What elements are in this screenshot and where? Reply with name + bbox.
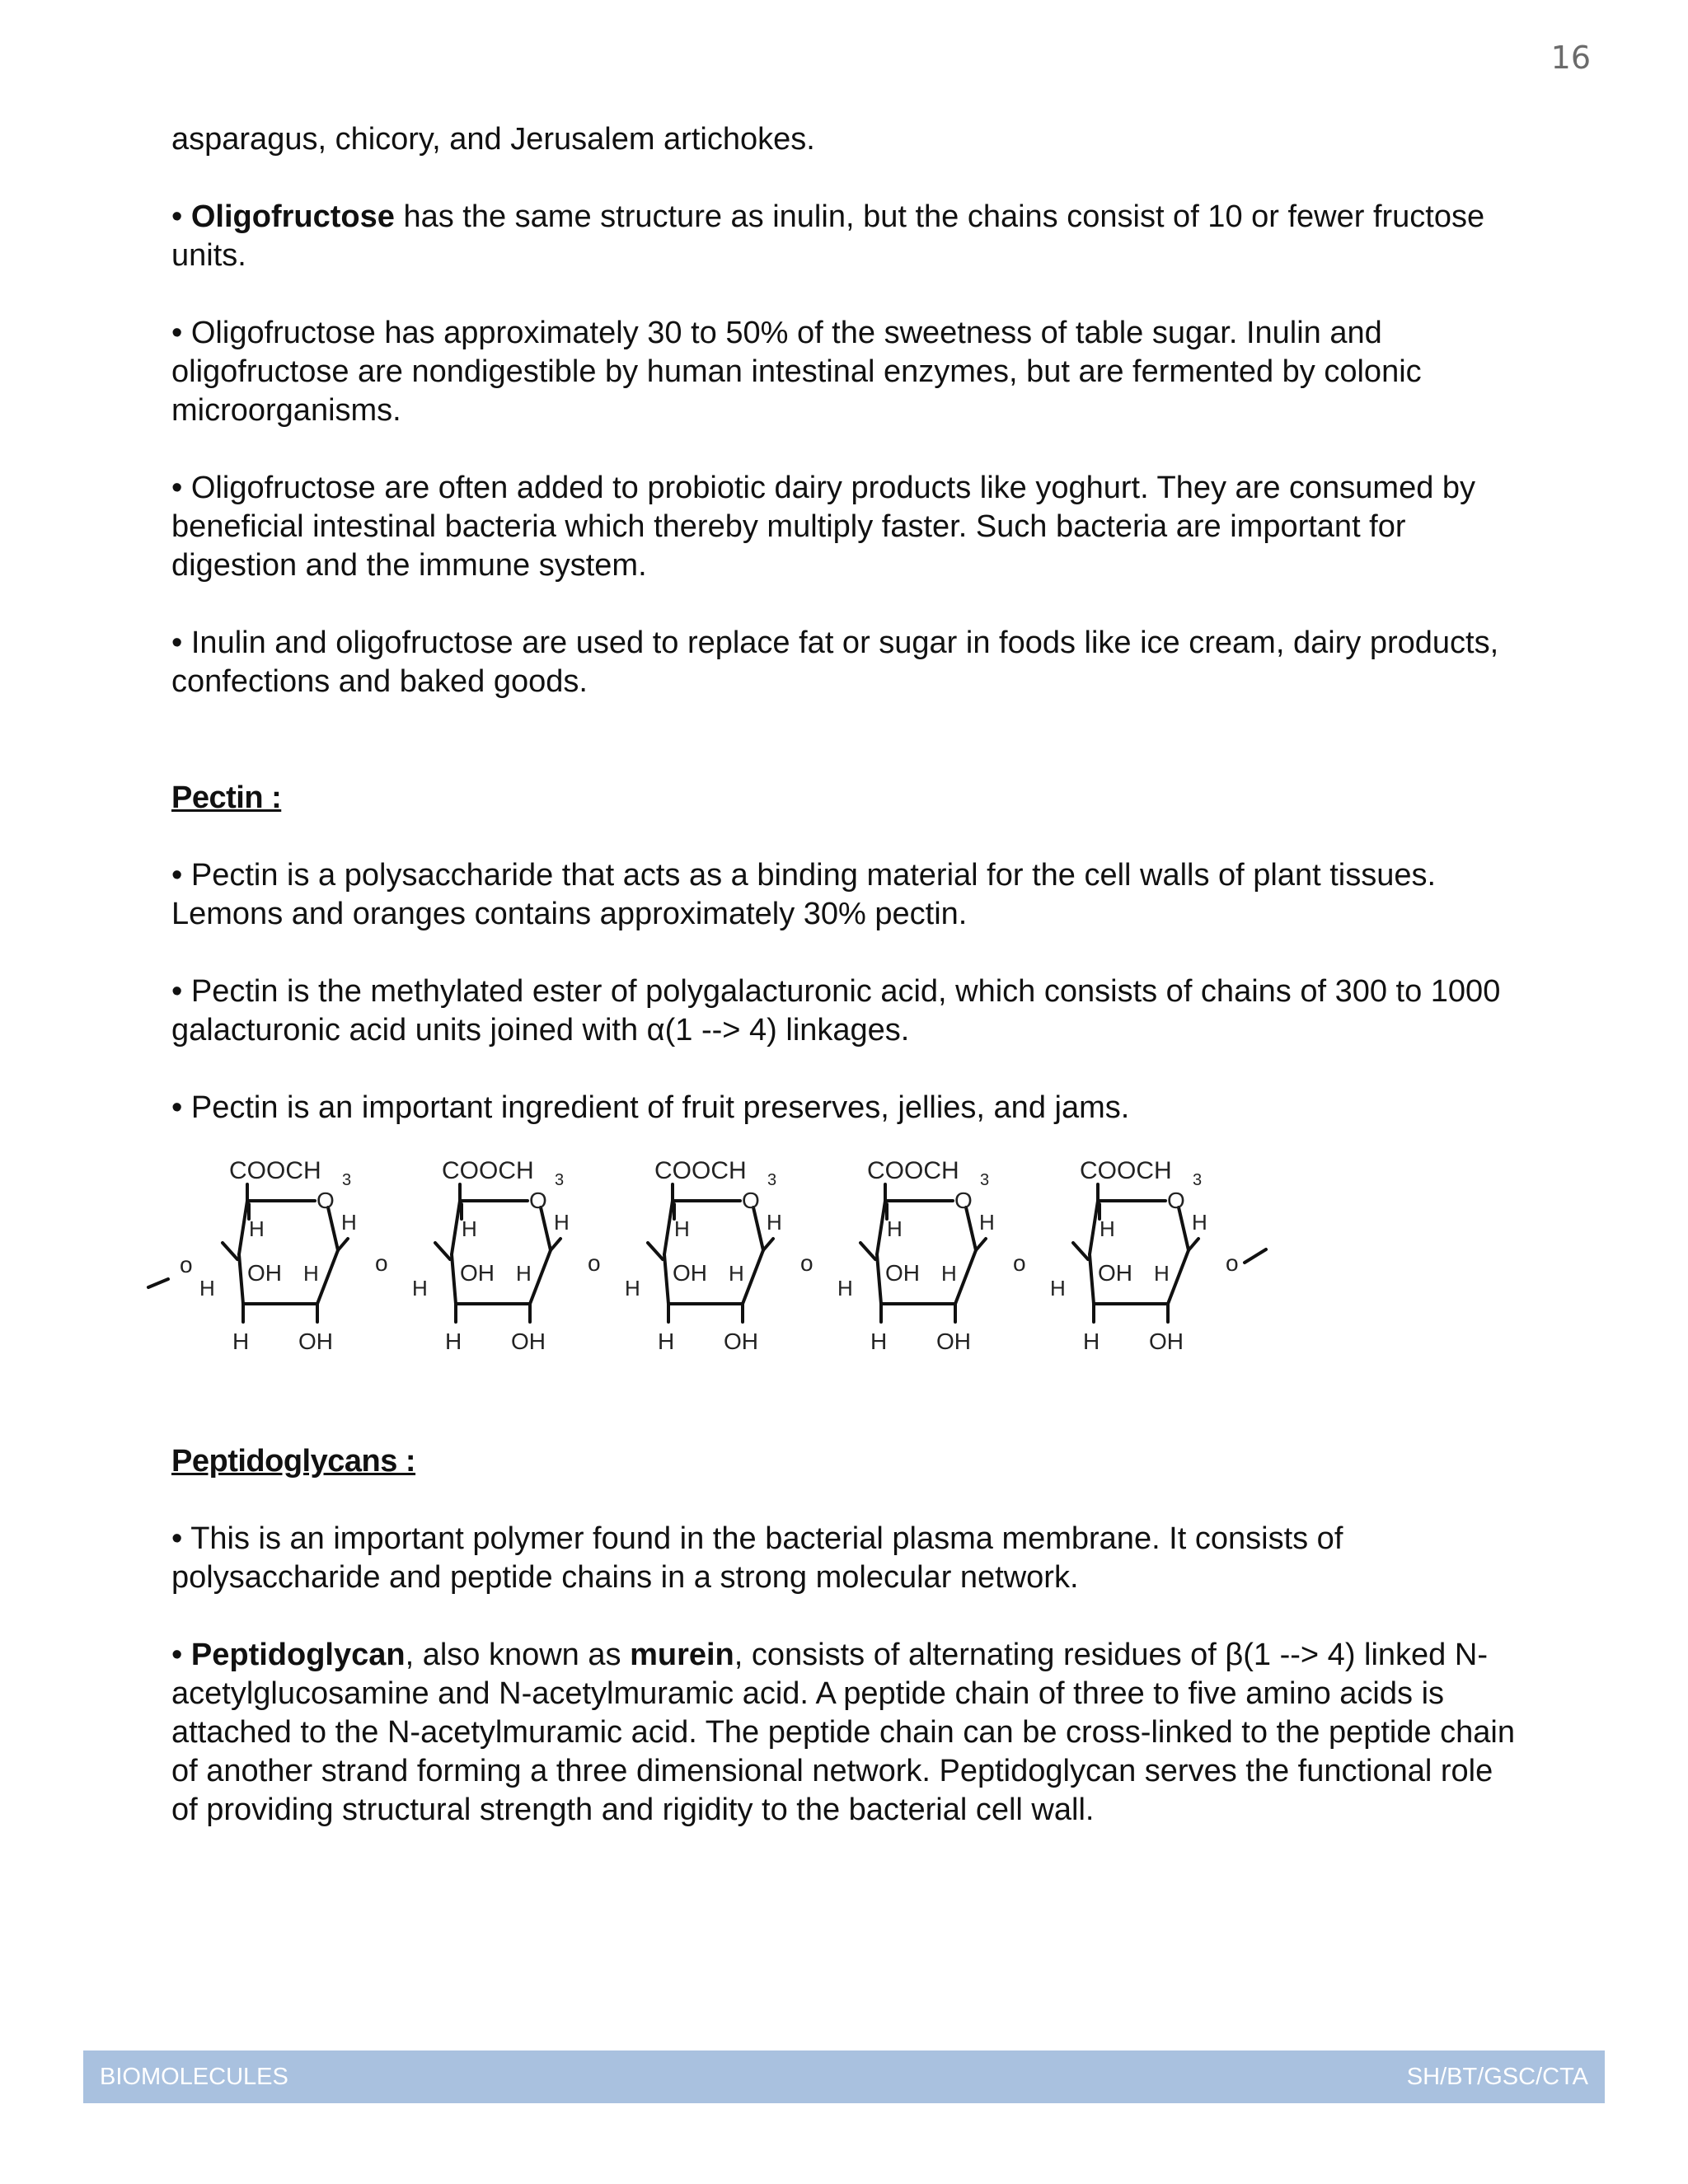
ring-bond [452, 1201, 460, 1254]
bullet: • [171, 1521, 183, 1556]
paragraph-text: Oligofructose has approximately 30 to 50% of the sweetness of table sugar. Inulin and oligofructose are nondigestible by human intestinal enzymes, but are fermented by colonic microorganisms. [171, 316, 1422, 428]
linking-oxygen-label: o [375, 1250, 388, 1276]
bullet-paragraph [171, 1089, 1523, 1127]
glycosidic-bond [976, 1239, 986, 1250]
hydrogen-label: H [658, 1329, 675, 1354]
ring-bond [1179, 1207, 1189, 1250]
ring-bond [239, 1254, 243, 1304]
footer-title: BIOMOLECULES [100, 2064, 288, 2090]
bullet-paragraph [171, 1520, 1523, 1597]
ring-oxygen-label: O [954, 1188, 973, 1213]
glycosidic-bond [1189, 1239, 1198, 1250]
hydrogen-label: H [232, 1329, 250, 1354]
ring-oxygen-label: O [1167, 1188, 1185, 1213]
paragraph: asparagus, chicory, and Jerusalem artichokes. [171, 122, 815, 157]
hydroxyl-label: OH [724, 1329, 758, 1354]
linking-oxygen-label: o [1226, 1250, 1239, 1276]
ring-bond [664, 1254, 668, 1304]
hydroxyl-label: OH [1098, 1260, 1132, 1286]
page-footer [83, 2050, 1605, 2103]
glycosidic-bond [1073, 1243, 1088, 1259]
hydrogen-label: H [729, 1261, 744, 1286]
pectin-structure-diagram [132, 1147, 1302, 1394]
hydrogen-label: H [837, 1276, 853, 1301]
bullet: • [171, 471, 183, 505]
ring-bond [530, 1250, 551, 1304]
hydroxyl-label: OH [885, 1260, 920, 1286]
document-body [171, 120, 1523, 1868]
bullet: • [171, 626, 183, 660]
paragraph-text: Pectin is the methylated ester of polygalacturonic acid, which consists of chains of 300 to 1000 galacturonic acid units joined with α(1 --> 4) linkages. [171, 974, 1501, 1047]
hydrogen-label: H [625, 1276, 640, 1301]
hydrogen-label: H [674, 1216, 690, 1241]
hydroxyl-label: OH [511, 1329, 546, 1354]
glycosidic-bond [223, 1243, 237, 1259]
ring-bond [328, 1207, 338, 1250]
ring-bond [317, 1250, 338, 1304]
ring-oxygen-label: O [529, 1188, 547, 1213]
paragraph-text: , also known as [405, 1638, 631, 1672]
glycosidic-bond [435, 1243, 450, 1259]
ring-bond [664, 1201, 673, 1254]
hydrogen-label: H [870, 1329, 888, 1354]
linking-oxygen-label: o [1013, 1250, 1026, 1276]
subscript-3: 3 [980, 1171, 990, 1189]
paragraph-text: Pectin is an important ingredient of fruit preserves, jellies, and jams. [190, 1090, 1130, 1125]
bullet: • [171, 199, 183, 234]
glycosidic-bond [551, 1239, 560, 1250]
ring-bond [955, 1250, 976, 1304]
subscript-3: 3 [555, 1171, 565, 1189]
hydrogen-label: H [462, 1216, 477, 1241]
hydroxyl-label: OH [460, 1260, 495, 1286]
bullet: • [171, 858, 183, 893]
glycosidic-bond [860, 1243, 875, 1259]
bullet-paragraph [171, 314, 1523, 430]
chain-end-bond [148, 1279, 168, 1287]
hydroxyl-label: OH [247, 1260, 282, 1286]
section-heading-peptidoglycans: Peptidoglycans : [171, 1444, 416, 1479]
paragraph-text: Pectin is a polysaccharide that acts as a binding material for the cell walls of plant tissues. Lemons and oranges contains approximately 30% pectin. [171, 858, 1437, 931]
term-oligofructose: Oligofructose [190, 199, 395, 234]
ring-bond [1090, 1254, 1094, 1304]
ring-oxygen-label: O [316, 1188, 335, 1213]
hydroxyl-label: OH [936, 1329, 971, 1354]
hydrogen-label: H [979, 1210, 995, 1235]
ring-bond [966, 1207, 976, 1250]
bullet-paragraph [171, 1636, 1523, 1830]
ring-bond [541, 1207, 551, 1250]
ring-oxygen-label: O [742, 1188, 760, 1213]
hydrogen-label: H [341, 1210, 357, 1235]
hydrogen-label: H [516, 1261, 532, 1286]
bullet: • [171, 974, 183, 1009]
cooch3-label: COOCH [1080, 1157, 1172, 1184]
bullet-paragraph [171, 469, 1523, 585]
bullet: • [171, 1638, 183, 1672]
paragraph-text: Oligofructose are often added to probiotic dairy products like yoghurt. They are consumed by beneficial intestinal bacteria which thereby multiply faster. Such bacteria are important for digestion and the immune system. [171, 471, 1476, 583]
paragraph-text: , consists of alternating residues of β(1 --> 4) linked N-acetylglucosamine and N-acetylmuramic acid. A peptide chain of three to five amino acids is attached to the N-acetylmuramic acid. The peptide chain can be cross-linked to the peptide chain of another strand forming a three dimensional network. Peptidoglycan serves the functional role of providing structural strength and rigidity to the bacterial cell wall. [171, 1638, 1516, 1827]
ring-bond [1090, 1201, 1098, 1254]
hydrogen-label: H [1154, 1261, 1170, 1286]
hydrogen-label: H [249, 1216, 265, 1241]
hydrogen-label: H [303, 1261, 319, 1286]
bullet-paragraph [171, 856, 1523, 934]
ring-bond [1168, 1250, 1189, 1304]
bullet-paragraph [171, 972, 1523, 1050]
ring-bond [877, 1254, 881, 1304]
bullet: • [171, 1090, 183, 1125]
pectin-chain-svg [132, 1147, 1302, 1394]
ring-bond [743, 1250, 763, 1304]
linking-oxygen-label: o [180, 1252, 193, 1277]
paragraph-text: Inulin and oligofructose are used to replace fat or sugar in foods like ice cream, dairy products, confections and baked goods. [171, 626, 1499, 699]
ring-bond [877, 1201, 885, 1254]
cooch3-label: COOCH [229, 1157, 321, 1184]
linking-oxygen-label: o [800, 1250, 814, 1276]
paragraph-text: This is an important polymer found in the bacterial plasma membrane. It consists of polysaccharide and peptide chains in a strong molecular network. [171, 1521, 1343, 1595]
hydrogen-label: H [1100, 1216, 1115, 1241]
bullet-paragraph [171, 624, 1523, 701]
hydroxyl-label: OH [1149, 1329, 1184, 1354]
section-heading-pectin: Pectin : [171, 780, 282, 815]
term-murein: murein [630, 1638, 734, 1672]
linking-oxygen-label: o [588, 1250, 601, 1276]
hydrogen-label: H [887, 1216, 903, 1241]
ring-bond [452, 1254, 456, 1304]
hydroxyl-label: OH [673, 1260, 707, 1286]
bullet-paragraph [171, 198, 1523, 275]
page-number: 16 [1550, 40, 1591, 76]
glycosidic-bond [648, 1243, 663, 1259]
hydrogen-label: H [445, 1329, 462, 1354]
chain-end-bond [1245, 1249, 1266, 1263]
hydrogen-label: H [767, 1210, 782, 1235]
hydrogen-label: H [1083, 1329, 1100, 1354]
ring-bond [753, 1207, 763, 1250]
subscript-3: 3 [767, 1171, 777, 1189]
hydrogen-label: H [1050, 1276, 1066, 1301]
cooch3-label: COOCH [867, 1157, 959, 1184]
footer-code: SH/BT/GSC/CTA [1406, 2064, 1588, 2090]
hydrogen-label: H [554, 1210, 570, 1235]
glycosidic-bond [338, 1239, 348, 1250]
paragraph-text: has the same structure as inulin, but the chains consist of 10 or fewer fructose units. [171, 199, 1485, 273]
subscript-3: 3 [342, 1171, 352, 1189]
ring-bond [239, 1201, 247, 1254]
hydrogen-label: H [199, 1276, 215, 1301]
glycosidic-bond [763, 1239, 773, 1250]
term-peptidoglycan: Peptidoglycan [190, 1638, 406, 1672]
hydrogen-label: H [941, 1261, 957, 1286]
hydrogen-label: H [412, 1276, 428, 1301]
subscript-3: 3 [1193, 1171, 1203, 1189]
cooch3-label: COOCH [654, 1157, 747, 1184]
bullet: • [171, 316, 183, 350]
hydrogen-label: H [1192, 1210, 1207, 1235]
cooch3-label: COOCH [442, 1157, 534, 1184]
hydroxyl-label: OH [298, 1329, 333, 1354]
